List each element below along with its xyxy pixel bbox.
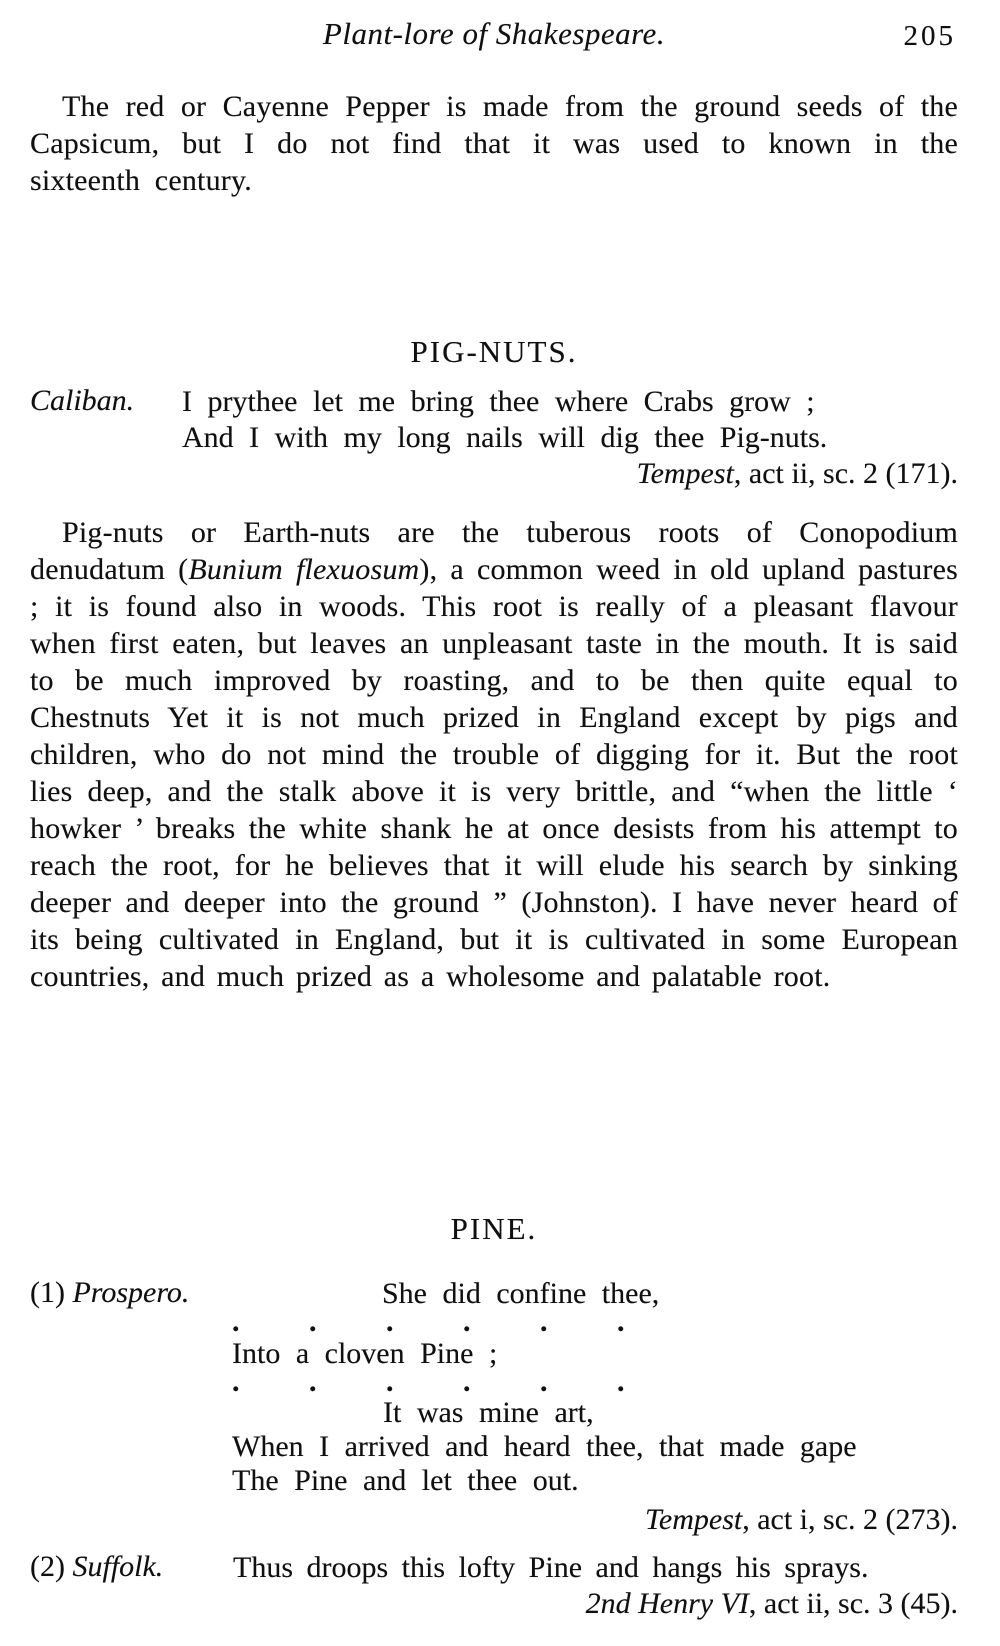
running-head [30,14,958,54]
verse-line: She did confine thee, [382,1277,660,1310]
verse-line: It was mine art, [383,1396,594,1429]
verse-line: The Pine and let thee out. [232,1464,579,1497]
citation-tempest-i [30,1502,958,1538]
text-block [30,14,958,995]
caliban-quotation [30,384,958,492]
intro-paragraph: The red or Cayenne Pepper is made from the ground seeds of the Capsicum, but I do not find that it was used to known in the sixteenth century. [30,90,958,197]
verse-line: I prythee let me bring thee where Crabs grow ; [182,385,815,418]
page-number: 205 [903,20,956,52]
citation-tempest-ii [30,456,958,492]
verse-lines [182,384,827,456]
suffolk-speech [30,1550,958,1586]
speaker-name: Prospero. [72,1276,190,1309]
speaker-label-caliban [30,384,182,418]
citation-henry-vi [30,1586,958,1622]
speaker-label-suffolk [30,1550,233,1584]
verse-line: And I with my long nails will dig thee Pig-nuts. [182,421,828,454]
ellipsis-row: . . . . . . [232,1365,625,1398]
prospero-quotation [30,1276,958,1538]
pine-section [30,1210,958,1622]
paragraph-text: ), a common weed in old upland pastures ; it is found also in woods. This root is really of a pleasant flavour when first eaten, but leaves an unpleasant taste in the mouth. It is said to be much improved by roasting, and to be then quite equal to Chestnuts Yet it is not much prized in England except by pigs and children, who do not mind the trouble of digging for it. But the root lies deep, and the stalk above it is very brittle, and “when the little ‘ howker ’ breaks the white shank he at once desists from his attempt to reach the root, for he believes that it will elude his search by sinking deeper and deeper into the ground ” (Johnston). I have never heard of its being cultivated in England, but it is cultivated in some European countries, and much prized as a wholesome and palatable root. [30,553,958,993]
verse-line: Into a cloven Pine ; [232,1337,498,1370]
paragraph-text: Pig-nuts or Earth-nuts are the tuberous roots of Conopodium denudatum ( [30,516,958,586]
verse-line: When I arrived and heard thee, that made gape [232,1430,857,1463]
citation-ref: , act i, sc. 2 (273). [742,1503,958,1536]
speaker-name: Caliban. [30,384,135,417]
section-heading-pine: PINE. [450,1211,538,1246]
suffolk-quotation [30,1550,958,1622]
verse-line: Thus droops this lofty Pine and hangs his sprays. [233,1551,869,1584]
ellipsis-row: . . . . . . [232,1305,625,1338]
latin-plant-name: Bunium flexuosum [188,553,420,586]
citation-work: 2nd Henry VI [585,1587,749,1620]
citation-ref: , act ii, sc. 3 (45). [748,1587,958,1620]
caliban-speech [30,384,958,456]
quote-number: (1) [30,1276,73,1309]
section-heading-pignuts: PIG-NUTS. [410,334,578,369]
citation-work: Tempest [644,1503,743,1536]
pignuts-paragraph [30,514,958,995]
quote-number: (2) [30,1550,73,1583]
citation-work: Tempest [636,457,734,490]
speaker-name: Suffolk. [72,1550,164,1583]
running-title: Plant-lore of Shakespeare. [322,16,666,51]
citation-ref: , act ii, sc. 2 (171). [733,457,958,490]
